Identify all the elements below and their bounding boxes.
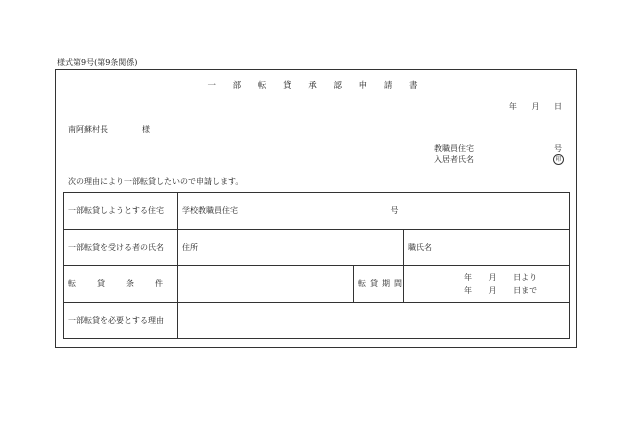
period-to: 年 月 日まで [464, 286, 538, 295]
form-title: 一 部 転 貸 承 認 申 請 書 [207, 81, 425, 91]
housing-value-cell[interactable] [178, 193, 570, 230]
honorific: 様 [142, 125, 150, 134]
form-number: 様式第9号(第9条関係) [57, 58, 138, 67]
housing-number-suffix: 号 [390, 206, 399, 215]
conditions-label-cell: 転貸条件 [64, 266, 178, 303]
application-table [63, 192, 570, 339]
table-row [64, 266, 570, 303]
period-label-cell: 転貸期間 [354, 266, 404, 303]
subtenant-occupation-cell[interactable] [404, 230, 570, 266]
applicant-housing-number-suffix: 号 [554, 144, 562, 153]
date-line: 年 月 日 [508, 102, 562, 111]
address-label: 住所 [182, 242, 198, 252]
reason-value-cell[interactable] [178, 303, 570, 339]
period-from: 年 月 日より [464, 273, 538, 282]
reason-label-cell: 一部転貸を必要とする理由 [64, 303, 178, 339]
housing-prefix: 学校教職員住宅 [182, 206, 238, 215]
seal-mark: 印 [553, 154, 564, 165]
table-row [64, 230, 570, 266]
intro-text: 次の理由により一部転貸したいので申請します。 [68, 177, 244, 186]
occupation-label: 職氏名 [408, 242, 432, 252]
conditions-value-cell[interactable] [178, 266, 354, 303]
addressee: 南阿蘇村長 [68, 125, 108, 134]
period-value-cell[interactable] [404, 266, 570, 303]
application-form [55, 69, 577, 348]
resident-name-label: 入居者氏名 [434, 155, 474, 164]
subtenant-address-cell[interactable] [178, 230, 404, 266]
table-row [64, 303, 570, 339]
table-row [64, 193, 570, 230]
subtenant-label-cell: 一部転貸を受ける者の氏名 [64, 230, 178, 266]
applicant-housing-label: 教職員住宅 [434, 144, 474, 153]
housing-label-cell: 一部転貸しようとする住宅 [64, 193, 178, 230]
